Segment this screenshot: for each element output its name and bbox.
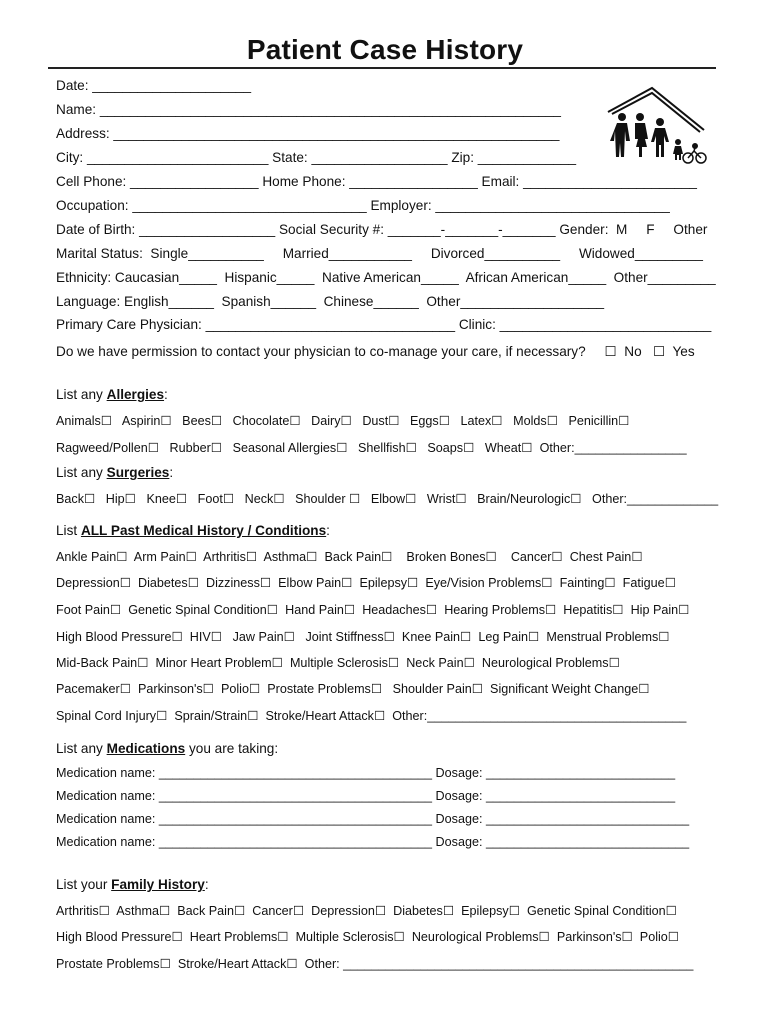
address-field[interactable]: Address: ___________________________________________________________ xyxy=(56,126,560,141)
dob-ssn-gender-field[interactable]: Date of Birth: __________________ Social Security #: _______-_______-_______ Gender: M F Other xyxy=(56,222,708,237)
conditions-row[interactable]: Spinal Cord Injury☐ Sprain/Strain☐ Stroke/Heart Attack☐ Other:_____________________________________ xyxy=(56,709,687,723)
name-field[interactable]: Name: _____________________________________________________________ xyxy=(56,102,561,117)
family-history-row[interactable]: Prostate Problems☐ Stroke/Heart Attack☐ Other: __________________________________________________ xyxy=(56,957,694,971)
conditions-heading: List ALL Past Medical History / Conditions: xyxy=(56,523,330,538)
language-field[interactable]: Language: English______ Spanish______ Chinese______ Other___________________ xyxy=(56,294,605,309)
surgeries-row-1[interactable]: Back☐ Hip☐ Knee☐ Foot☐ Neck☐ Shoulder ☐ Elbow☐ Wrist☐ Brain/Neurologic☐ Other:_____________ xyxy=(56,492,719,506)
medication-row[interactable]: Medication name: _______________________________________ Dosage: ___________________________ xyxy=(56,789,676,803)
conditions-row[interactable]: High Blood Pressure☐ HIV☐ Jaw Pain☐ Joint Stiffness☐ Knee Pain☐ Leg Pain☐ Menstrual Problems☐ xyxy=(56,630,670,644)
permission-question[interactable]: Do we have permission to contact your physician to co-manage your care, if necessary? ☐ No ☐ Yes xyxy=(56,344,695,359)
phone-email-field[interactable]: Cell Phone: _________________ Home Phone: _________________ Email: _______________________ xyxy=(56,174,697,189)
physician-clinic-field[interactable]: Primary Care Physician: _________________________________ Clinic: ____________________________ xyxy=(56,317,712,332)
medication-row[interactable]: Medication name: _______________________________________ Dosage: _____________________________ xyxy=(56,835,690,849)
family-history-heading: List your Family History: xyxy=(56,877,209,892)
medication-row[interactable]: Medication name: _______________________________________ Dosage: _____________________________ xyxy=(56,812,690,826)
date-field[interactable]: Date: _____________________ xyxy=(56,78,252,93)
title-underline xyxy=(48,67,716,69)
conditions-row[interactable]: Foot Pain☐ Genetic Spinal Condition☐ Hand Pain☐ Headaches☐ Hearing Problems☐ Hepatitis☐ Hip Pain☐ xyxy=(56,603,690,617)
family-history-row[interactable]: Arthritis☐ Asthma☐ Back Pain☐ Cancer☐ Depression☐ Diabetes☐ Epilepsy☐ Genetic Spinal Condition☐ xyxy=(56,904,677,918)
conditions-row[interactable]: Ankle Pain☐ Arm Pain☐ Arthritis☐ Asthma☐ Back Pain☐ Broken Bones☐ Cancer☐ Chest Pain☐ xyxy=(56,550,643,564)
allergies-row-1[interactable]: Animals☐ Aspirin☐ Bees☐ Chocolate☐ Dairy☐ Dust☐ Eggs☐ Latex☐ Molds☐ Penicillin☐ xyxy=(56,414,630,428)
family-house-icon xyxy=(600,86,710,166)
city-state-zip-field[interactable]: City: ________________________ State: __________________ Zip: _____________ xyxy=(56,150,577,165)
allergies-heading: List any Allergies: xyxy=(56,387,168,402)
medication-row[interactable]: Medication name: _______________________________________ Dosage: ___________________________ xyxy=(56,766,676,780)
marital-status-field[interactable]: Marital Status: Single__________ Married___________ Divorced__________ Widowed_________ xyxy=(56,246,703,261)
occupation-employer-field[interactable]: Occupation: _______________________________ Employer: _______________________________ xyxy=(56,198,670,213)
allergies-row-2[interactable]: Ragweed/Pollen☐ Rubber☐ Seasonal Allergies☐ Shellfish☐ Soaps☐ Wheat☐ Other:________________ xyxy=(56,441,687,455)
ethnicity-field[interactable]: Ethnicity: Caucasian_____ Hispanic_____ Native American_____ African American_____ Other_________ xyxy=(56,270,716,285)
medications-heading: List any Medications you are taking: xyxy=(56,741,279,756)
conditions-row[interactable]: Depression☐ Diabetes☐ Dizziness☐ Elbow Pain☐ Epilepsy☐ Eye/Vision Problems☐ Fainting☐ Fatigue☐ xyxy=(56,576,676,590)
conditions-row[interactable]: Mid-Back Pain☐ Minor Heart Problem☐ Multiple Sclerosis☐ Neck Pain☐ Neurological Problems☐ xyxy=(56,656,620,670)
family-history-row[interactable]: High Blood Pressure☐ Heart Problems☐ Multiple Sclerosis☐ Neurological Problems☐ Parkinson's☐ Polio☐ xyxy=(56,930,680,944)
page-title: Patient Case History xyxy=(246,34,524,65)
surgeries-heading: List any Surgeries: xyxy=(56,465,174,480)
conditions-row[interactable]: Pacemaker☐ Parkinson's☐ Polio☐ Prostate Problems☐ Shoulder Pain☐ Significant Weight Change☐ xyxy=(56,682,650,696)
